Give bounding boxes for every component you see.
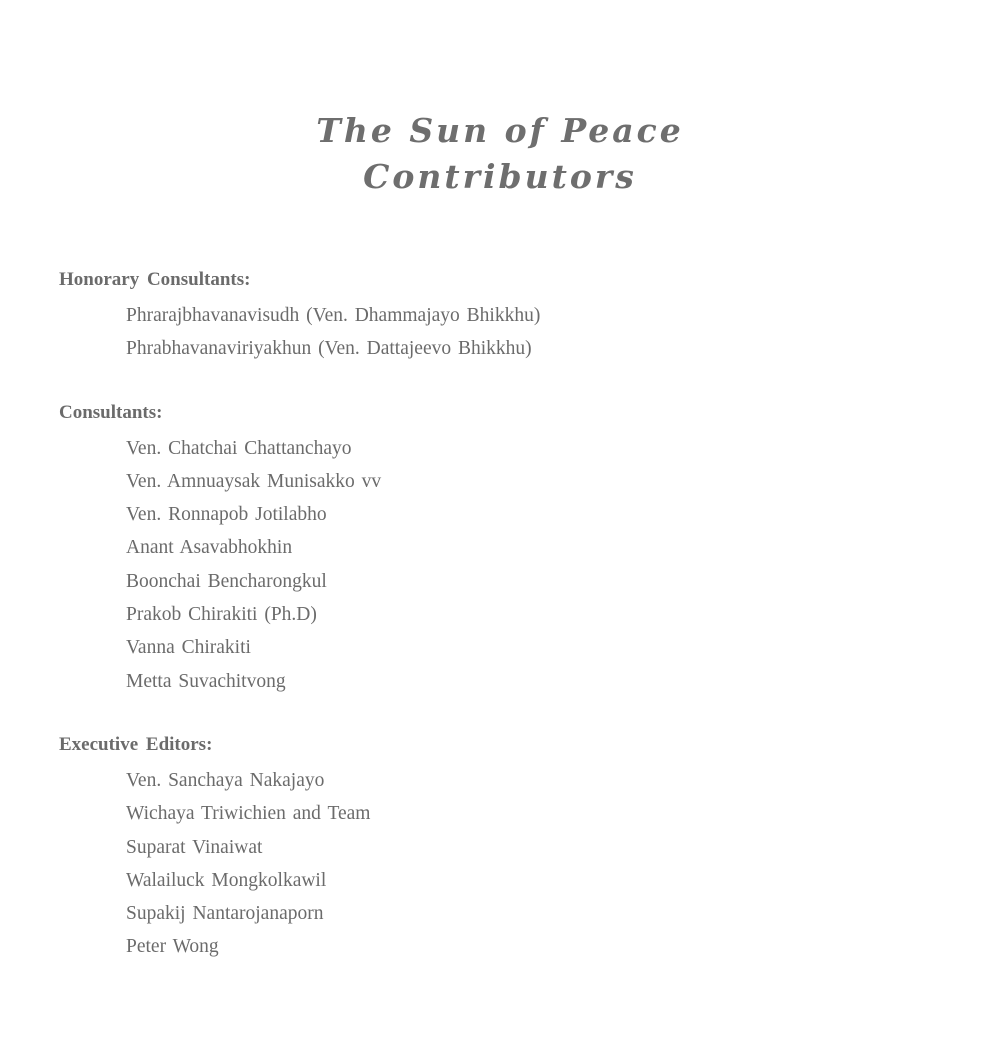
page-title [0,108,1000,200]
contributor-name: Ven. Chatchai Chattanchayo [126,437,352,459]
title-line-1: The Sun of Peace [316,111,684,150]
contributor-name: Phrabhavanaviriyakhun (Ven. Dattajeevo Bhikkhu) [126,338,532,360]
section-consultants [59,399,939,698]
contributor-name: Wichaya Triwichien and Team [126,803,371,825]
title-line-2: Contributors [363,157,637,196]
contributors-list [59,266,939,997]
name-list [59,432,939,698]
section-heading: Executive Editors: [59,733,213,755]
contributor-name: Metta Suvachitvong [126,670,286,692]
contributor-name: Ven. Sanchaya Nakajayo [126,769,325,791]
contributor-name: Supakij Nantarojanaporn [126,903,324,925]
contributor-name: Phrarajbhavanavisudh (Ven. Dhammajayo Bhikkhu) [126,305,541,326]
section-heading: Consultants: [59,401,163,423]
contributor-name: Peter Wong [126,936,219,958]
contributor-name: Vanna Chirakiti [126,637,251,659]
contributor-name: Ven. Amnuaysak Munisakko vv [126,470,382,492]
contributor-name: Anant Asavabhokhin [126,537,293,559]
section-executive-editors [59,731,939,964]
contributor-name: Suparat Vinaiwat [126,836,263,858]
contributor-name: Boonchai Bencharongkul [126,570,327,592]
contributor-name: Prakob Chirakiti (Ph.D) [126,604,317,626]
section-honorary-consultants [59,266,939,366]
contributor-name: Ven. Ronnapob Jotilabho [126,504,327,526]
name-list [59,299,939,366]
name-list [59,764,939,964]
contributor-name: Walailuck Mongkolkawil [126,869,327,891]
section-heading: Honorary Consultants: [59,269,251,290]
